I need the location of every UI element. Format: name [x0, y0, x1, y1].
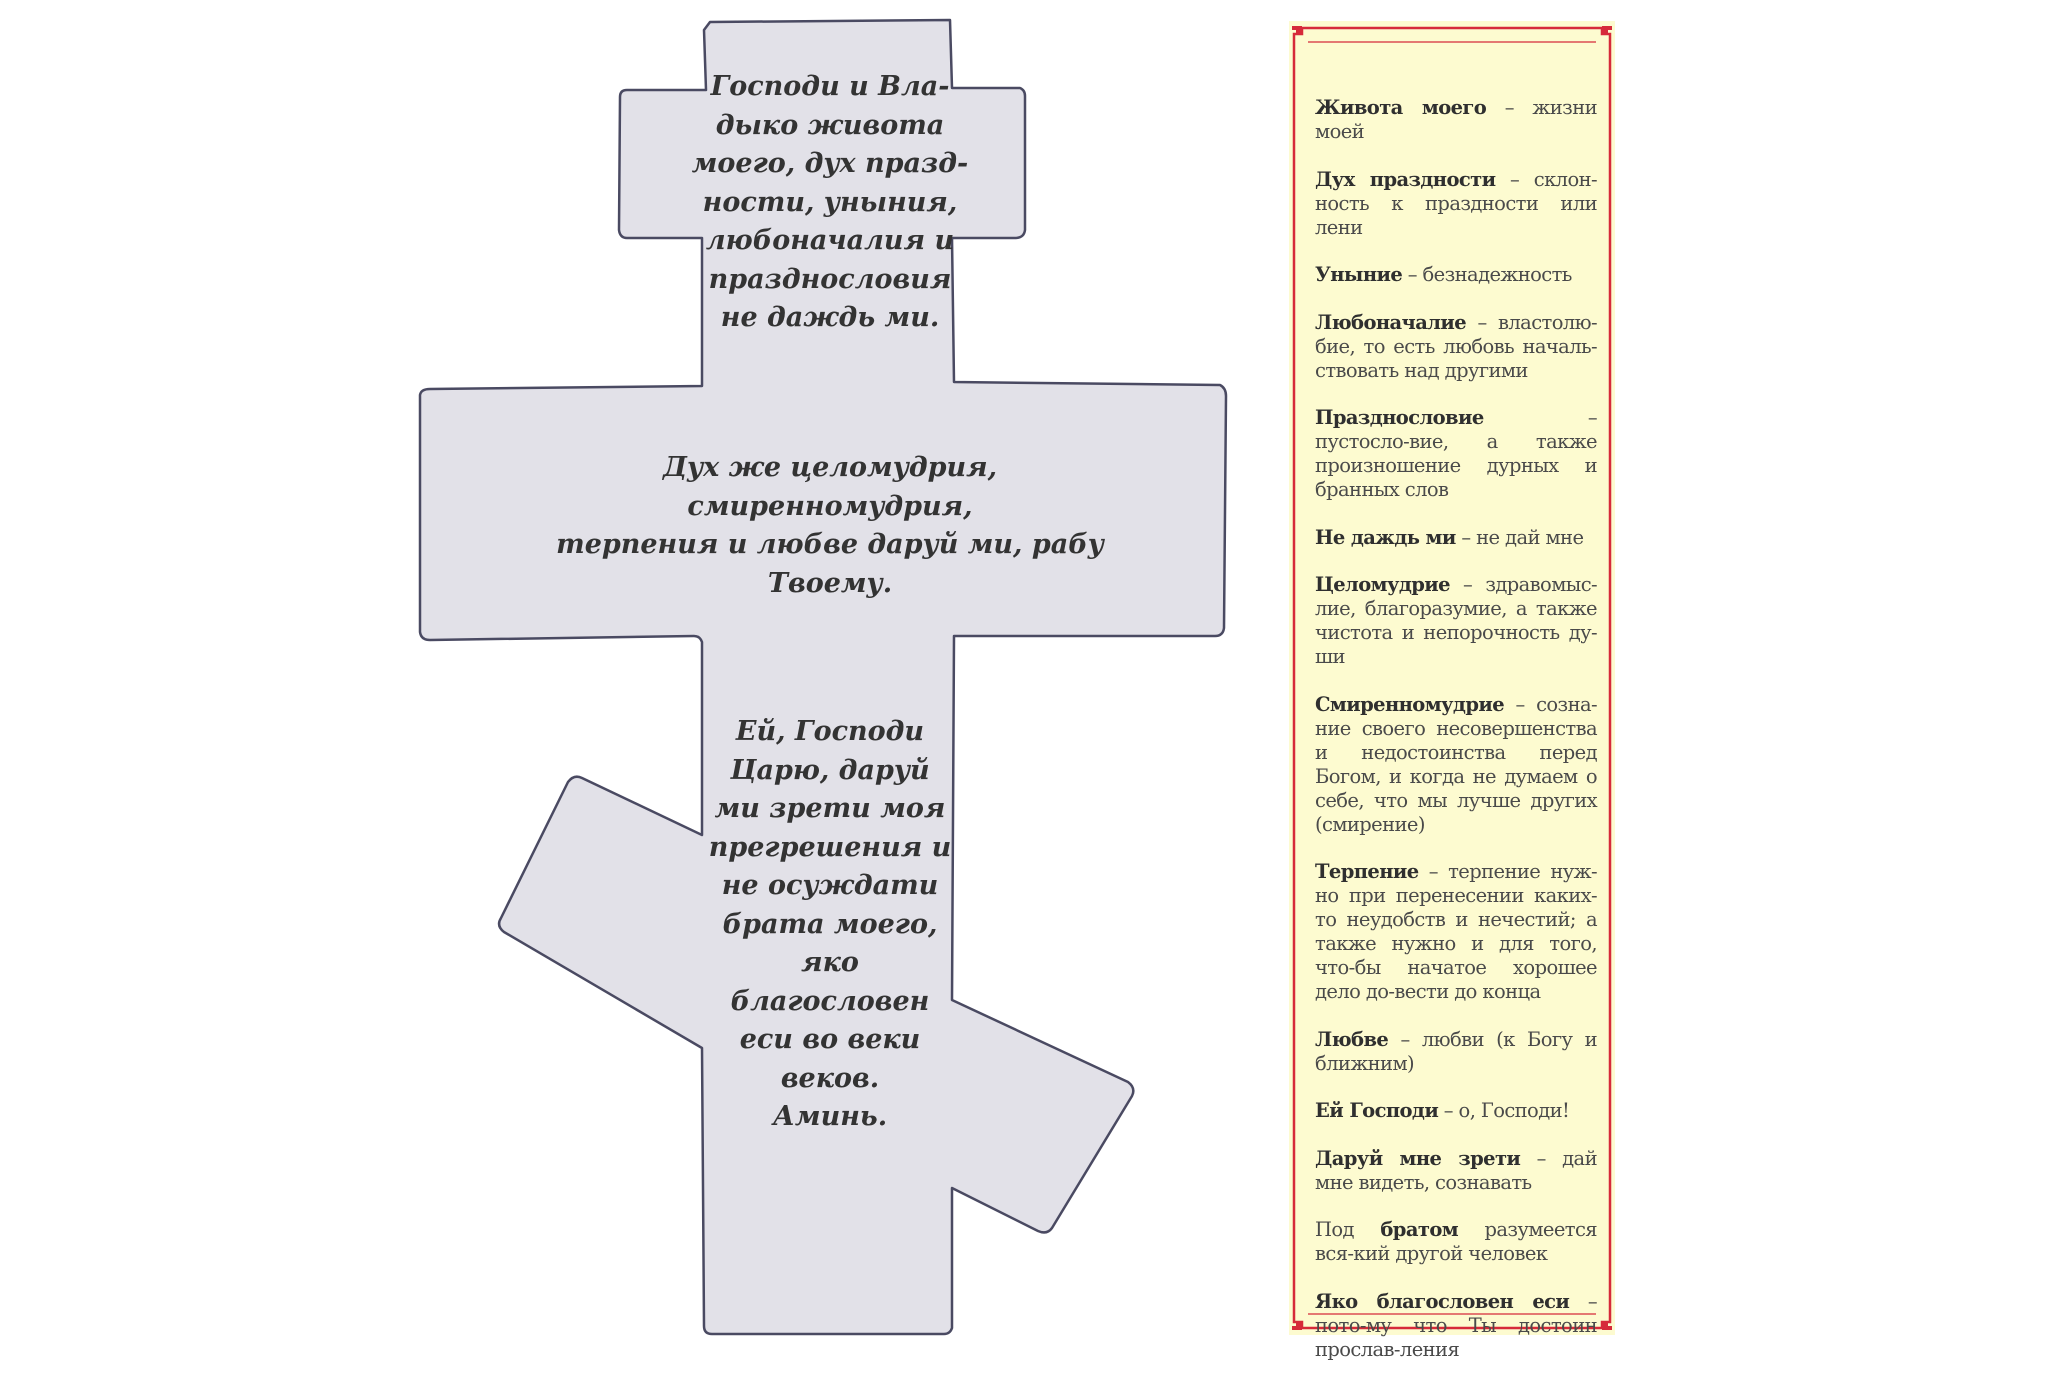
glossary-term: Любоначалие	[1315, 310, 1467, 334]
glossary-term: братом	[1380, 1218, 1459, 1241]
glossary-definition: – созна-ние своего несовершенства и недостоинства перед Богом, и когда не думаем о себе, что мы лучше других (смирение)	[1315, 692, 1597, 836]
glossary-entry	[1315, 1099, 1597, 1123]
glossary-definition: – о, Господи!	[1438, 1099, 1570, 1122]
glossary-term: Уныние	[1315, 263, 1403, 286]
glossary-definition: – властолю-бие, то есть любовь началь-ствовать над другими	[1315, 310, 1597, 382]
glossary-entry	[1315, 526, 1597, 550]
glossary-entry	[1315, 693, 1597, 837]
glossary-definition: – любви (к Богу и ближним)	[1315, 1027, 1597, 1075]
glossary-term: Любве	[1315, 1027, 1389, 1051]
glossary-entry	[1315, 263, 1597, 287]
glossary-definition: разумеется вся-кий другой человек	[1315, 1218, 1597, 1265]
prayer-opening-text: Господи и Вла- дыко живота моего, дух празд- ности, уныния, любоначалия и празднословия не даждь ми.	[691, 71, 969, 333]
glossary-prefix: Под	[1315, 1218, 1381, 1241]
glossary-entry	[1315, 1290, 1597, 1362]
glossary-definition: – терпение нуж-но при перенесении каких-то неудобств и нечестий; а также нужно и для того, что-бы начатое хорошее дело до-вести до конца	[1315, 860, 1597, 1003]
glossary-definition: – безнадежность	[1402, 263, 1572, 286]
glossary-entry	[1315, 96, 1597, 144]
glossary-definition: – здравомыс-лие, благоразумие, а также чистота и непорочность ду-ши	[1315, 573, 1597, 668]
glossary-entry	[1315, 168, 1597, 240]
glossary-term: Даруй мне зрети	[1315, 1146, 1521, 1170]
glossary-list	[1315, 96, 1597, 1385]
glossary-term: Ей Господи	[1315, 1099, 1439, 1122]
glossary-definition: – жизни моей	[1315, 96, 1597, 143]
prayer-closing-text: Ей, Господи Царю, даруй ми зрети моя прегрешения и не осуждати брата моего, яко благословен еси во веки веков. Аминь.	[708, 716, 952, 1132]
glossary-entry	[1315, 573, 1597, 669]
glossary-term: Яко благословен еси	[1315, 1289, 1570, 1313]
glossary-definition: – дай мне видеть, сознавать	[1315, 1146, 1597, 1194]
glossary-entry	[1315, 1218, 1597, 1266]
glossary-entry	[1315, 1147, 1597, 1195]
glossary-term: Целомудрие	[1315, 573, 1450, 596]
glossary-term: Празднословие	[1315, 406, 1484, 429]
glossary-term: Смиренномудрие	[1315, 692, 1505, 716]
glossary-entry	[1315, 311, 1597, 383]
glossary-term: Дух праздности	[1315, 167, 1496, 191]
glossary-panel	[1288, 20, 1616, 1361]
glossary-entry	[1315, 406, 1597, 502]
glossary-term: Не даждь ми	[1315, 525, 1456, 549]
glossary-term: Терпение	[1315, 860, 1419, 883]
glossary-definition: – пото-му что Ты достоин прослав-ления	[1315, 1289, 1597, 1361]
glossary-entry	[1315, 1028, 1597, 1076]
prayer-middle-text: Дух же целомудрия, смиренномудрия, терпения и любве даруй ми, рабу Твоему.	[556, 452, 1104, 599]
glossary-entry	[1315, 860, 1597, 1004]
glossary-term: Живота моего	[1315, 96, 1487, 119]
glossary-definition: – пустосло-вие, а также произношение дурных и бранных слов	[1315, 406, 1597, 501]
glossary-definition: – не дай мне	[1455, 525, 1584, 549]
glossary-definition: – склон-ность к праздности или лени	[1315, 167, 1597, 239]
